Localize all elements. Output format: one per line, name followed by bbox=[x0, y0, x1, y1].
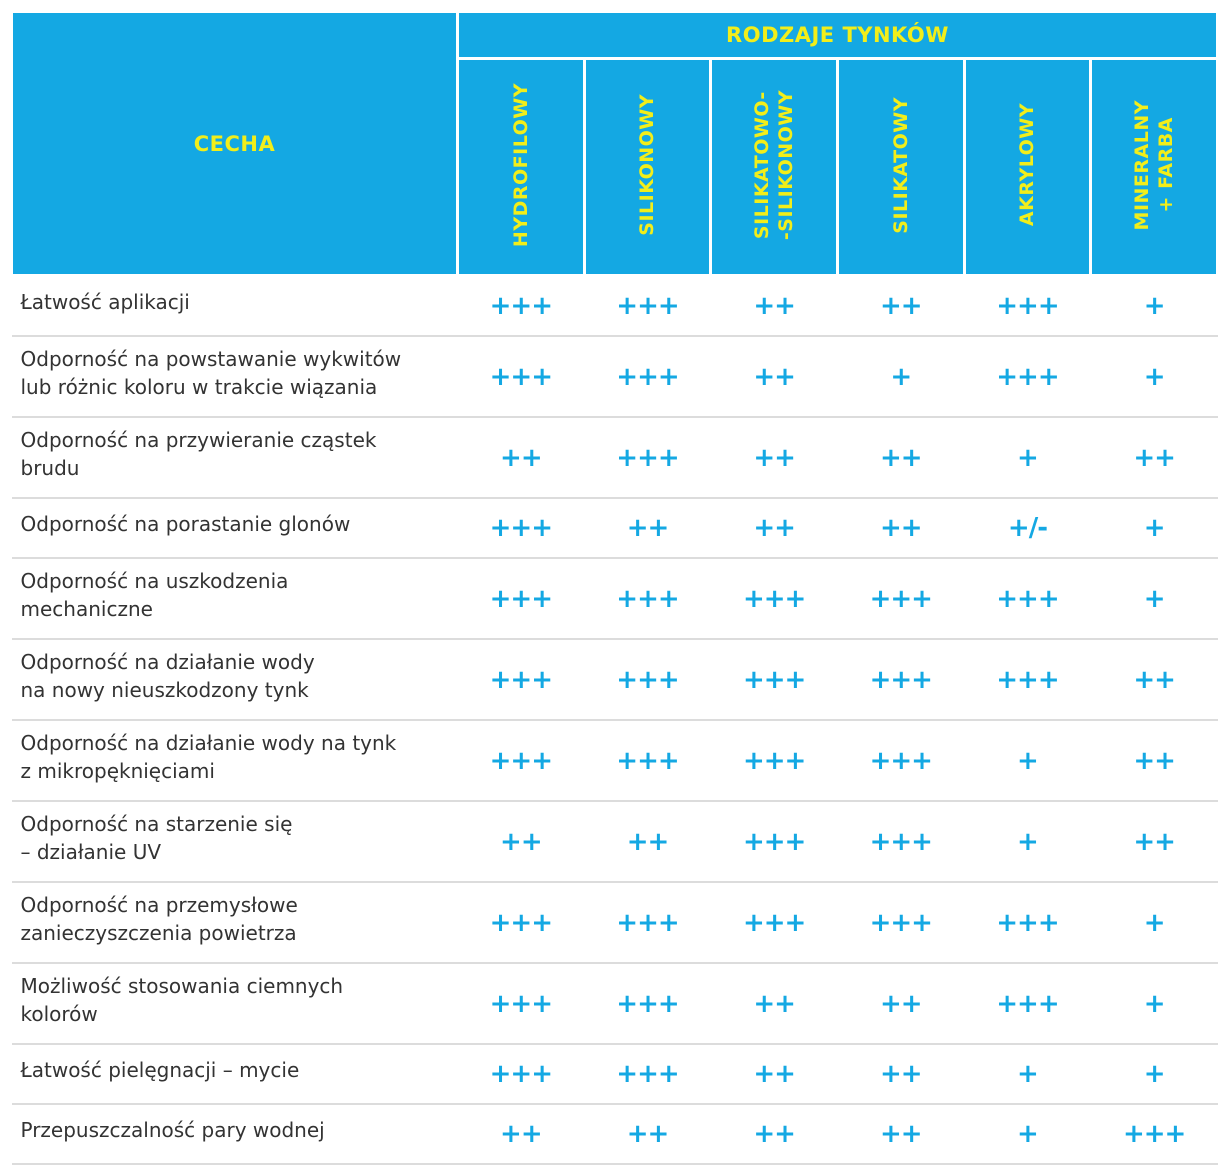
rating-cell: + bbox=[964, 1044, 1091, 1104]
rating-cell: ++ bbox=[711, 498, 838, 558]
table-body bbox=[12, 276, 1218, 1165]
rating-cell: ++ bbox=[711, 1104, 838, 1164]
column-header-mineralny-farba bbox=[1091, 59, 1218, 276]
feature-cell: Odporność na przywieranie cząstek brudu bbox=[12, 417, 458, 498]
column-header-silikatowo-silikonowy bbox=[711, 59, 838, 276]
rating-cell: +++ bbox=[584, 1044, 711, 1104]
feature-cell: Odporność na przemysłowe zanieczyszczenia powietrza bbox=[12, 882, 458, 963]
rating-cell: ++ bbox=[837, 276, 964, 337]
rating-cell: +++ bbox=[964, 558, 1091, 639]
rating-cell: + bbox=[1091, 882, 1218, 963]
column-header-label: SILIKATOWY bbox=[889, 96, 912, 234]
rating-cell: +++ bbox=[837, 720, 964, 801]
table-row bbox=[12, 963, 1218, 1044]
table-row bbox=[12, 1044, 1218, 1104]
column-header-label: MINERALNY + FARBA bbox=[1131, 99, 1178, 231]
feature-cell: Łatwość aplikacji bbox=[12, 276, 458, 337]
rating-cell: ++ bbox=[584, 1104, 711, 1164]
rating-cell: ++ bbox=[1091, 720, 1218, 801]
column-header-silikonowy bbox=[584, 59, 711, 276]
feature-cell: Odporność na starzenie się – działanie UV bbox=[12, 801, 458, 882]
column-header-label: HYDROFILOWY bbox=[509, 82, 532, 248]
table-row bbox=[12, 336, 1218, 417]
rating-cell: ++ bbox=[837, 417, 964, 498]
rating-cell: +++ bbox=[458, 963, 585, 1044]
rating-cell: +++ bbox=[711, 720, 838, 801]
rating-cell: +++ bbox=[584, 963, 711, 1044]
table-row bbox=[12, 801, 1218, 882]
rating-cell: +++ bbox=[458, 498, 585, 558]
rating-cell: +++ bbox=[458, 1044, 585, 1104]
column-header-hydrofilowy bbox=[458, 59, 585, 276]
rating-cell: ++ bbox=[711, 417, 838, 498]
rating-cell: +++ bbox=[458, 276, 585, 337]
table-row bbox=[12, 276, 1218, 337]
plaster-types-group-header: RODZAJE TYNKÓW bbox=[458, 12, 1218, 59]
rating-cell: +++ bbox=[711, 639, 838, 720]
rating-cell: +++ bbox=[837, 558, 964, 639]
rating-cell: +++ bbox=[458, 720, 585, 801]
rating-cell: + bbox=[964, 720, 1091, 801]
rating-cell: +++ bbox=[584, 417, 711, 498]
rating-cell: +++ bbox=[584, 720, 711, 801]
rating-cell: +++ bbox=[584, 639, 711, 720]
table-row bbox=[12, 558, 1218, 639]
rating-cell: + bbox=[1091, 558, 1218, 639]
rating-cell: ++ bbox=[837, 1044, 964, 1104]
feature-cell: Odporność na porastanie glonów bbox=[12, 498, 458, 558]
rating-cell: +++ bbox=[584, 558, 711, 639]
column-header-silikatowy bbox=[837, 59, 964, 276]
rating-cell: ++ bbox=[1091, 639, 1218, 720]
rating-cell: +++ bbox=[964, 276, 1091, 337]
rating-cell: +++ bbox=[584, 882, 711, 963]
rating-cell: ++ bbox=[1091, 417, 1218, 498]
table-row bbox=[12, 882, 1218, 963]
rating-cell: ++ bbox=[837, 498, 964, 558]
table-row bbox=[12, 417, 1218, 498]
rating-cell: +++ bbox=[964, 963, 1091, 1044]
rating-cell: ++ bbox=[1091, 801, 1218, 882]
rating-cell: + bbox=[964, 1104, 1091, 1164]
rating-cell: + bbox=[1091, 963, 1218, 1044]
rating-cell: +++ bbox=[458, 558, 585, 639]
column-header-label: SILIKONOWY bbox=[636, 94, 659, 236]
rating-cell: +++ bbox=[711, 801, 838, 882]
feature-cell: Odporność na działanie wody na nowy nieuszkodzony tynk bbox=[12, 639, 458, 720]
rating-cell: +++ bbox=[1091, 1104, 1218, 1164]
rating-cell: ++ bbox=[458, 801, 585, 882]
rating-cell: +++ bbox=[837, 882, 964, 963]
rating-cell: + bbox=[1091, 336, 1218, 417]
rating-cell: +++ bbox=[458, 336, 585, 417]
rating-cell: +++ bbox=[964, 882, 1091, 963]
rating-cell: +++ bbox=[964, 336, 1091, 417]
rating-cell: +/- bbox=[964, 498, 1091, 558]
rating-cell: ++ bbox=[711, 1044, 838, 1104]
rating-cell: + bbox=[837, 336, 964, 417]
table-row bbox=[12, 639, 1218, 720]
feature-column-header: CECHA bbox=[12, 12, 458, 276]
feature-cell: Przepuszczalność pary wodnej bbox=[12, 1104, 458, 1164]
rating-cell: ++ bbox=[711, 276, 838, 337]
rating-cell: ++ bbox=[837, 963, 964, 1044]
feature-cell: Odporność na uszkodzenia mechaniczne bbox=[12, 558, 458, 639]
table-row bbox=[12, 1104, 1218, 1164]
feature-cell: Odporność na działanie wody na tynk z mikropęknięciami bbox=[12, 720, 458, 801]
rating-cell: +++ bbox=[964, 639, 1091, 720]
rating-cell: +++ bbox=[837, 801, 964, 882]
rating-cell: +++ bbox=[711, 882, 838, 963]
column-header-akrylowy bbox=[964, 59, 1091, 276]
table-row bbox=[12, 498, 1218, 558]
rating-cell: +++ bbox=[458, 882, 585, 963]
feature-cell: Możliwość stosowania ciemnych kolorów bbox=[12, 963, 458, 1044]
feature-cell: Odporność na powstawanie wykwitów lub różnic koloru w trakcie wiązania bbox=[12, 336, 458, 417]
rating-cell: ++ bbox=[711, 963, 838, 1044]
plaster-comparison-table bbox=[10, 10, 1219, 1165]
rating-cell: + bbox=[1091, 1044, 1218, 1104]
rating-cell: + bbox=[964, 801, 1091, 882]
rating-cell: +++ bbox=[837, 639, 964, 720]
column-header-label: AKRYLOWY bbox=[1016, 103, 1039, 227]
rating-cell: + bbox=[1091, 276, 1218, 337]
rating-cell: ++ bbox=[584, 801, 711, 882]
rating-cell: +++ bbox=[584, 276, 711, 337]
rating-cell: ++ bbox=[711, 336, 838, 417]
rating-cell: + bbox=[1091, 498, 1218, 558]
rating-cell: ++ bbox=[584, 498, 711, 558]
rating-cell: ++ bbox=[458, 1104, 585, 1164]
column-header-label: SILIKATOWO- -SILIKONOWY bbox=[751, 89, 798, 241]
rating-cell: ++ bbox=[837, 1104, 964, 1164]
rating-cell: +++ bbox=[458, 639, 585, 720]
table-row bbox=[12, 720, 1218, 801]
rating-cell: + bbox=[964, 417, 1091, 498]
feature-cell: Łatwość pielęgnacji – mycie bbox=[12, 1044, 458, 1104]
rating-cell: +++ bbox=[584, 336, 711, 417]
rating-cell: +++ bbox=[711, 558, 838, 639]
rating-cell: ++ bbox=[458, 417, 585, 498]
